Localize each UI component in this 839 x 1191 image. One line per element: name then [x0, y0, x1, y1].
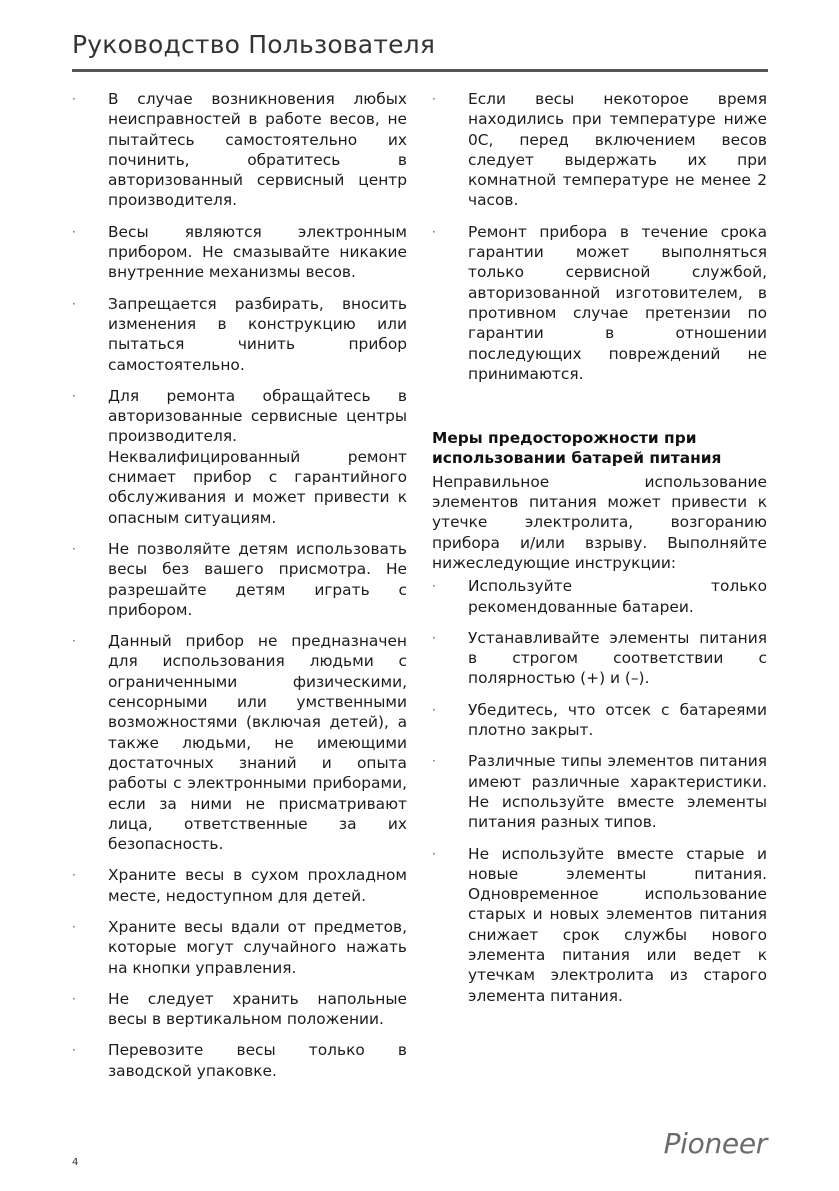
list-item-text: Если весы некоторое время находились при температуре ниже 0С, перед включением весов следует выдержать их при комнатной температуре не менее 2 часов.: [468, 90, 767, 210]
safety-list-right: [432, 89, 767, 384]
list-item: [72, 222, 407, 283]
bullet-icon: ·: [72, 388, 76, 403]
list-item: [72, 386, 407, 528]
bullet-icon: ·: [72, 991, 76, 1006]
list-item-text: Не используйте вместе старые и новые элементы питания. Одновременное использование старых и новых элементов питания снижает срок службы нового элемента питания или ведет к утечкам электролита из старого элемента питания.: [468, 844, 767, 1005]
brand-logo: Pioneer: [663, 1127, 767, 1160]
bullet-icon: ·: [72, 92, 76, 106]
battery-section-intro: Неправильное использование элементов питания может привести к утечке электролита, возгоранию прибора и/или взрыву. Выполняйте нижеследующие инструкции:: [432, 472, 767, 572]
list-item: [72, 89, 407, 211]
safety-list-left: [72, 89, 407, 1081]
list-item: [72, 539, 407, 620]
left-column: [72, 89, 407, 1092]
list-item-text: Храните весы в сухом прохладном месте, недоступном для детей.: [108, 866, 407, 905]
list-item-text: Перевозите весы только в заводской упаковке.: [108, 1041, 407, 1080]
list-item-text: Данный прибор не предназначен для использования людьми с ограниченными физическими, сенсорными или умственными возможностями (включая детей), а также людьми, не имеющими достаточных знаний и опыта работы с электронными приборами, если за ними не присматривают лица, ответственные за их безопасность.: [108, 632, 407, 854]
bullet-icon: ·: [432, 846, 436, 861]
list-item: [72, 631, 407, 854]
bullet-icon: ·: [72, 634, 76, 649]
list-item-text: Храните весы вдали от предметов, которые могут случайного нажать на кнопки управления.: [108, 917, 407, 977]
bullet-icon: ·: [432, 630, 436, 645]
list-item-text: Для ремонта обращайтесь в авторизованные сервисные центры производителя. Неквалифицированный ремонт снимает прибор с гарантийного обслуживания и может привести к опасным ситуациям.: [108, 386, 407, 527]
list-item: [72, 917, 407, 978]
list-item-text: Убедитесь, что отсек с батареями плотно закрыт.: [468, 700, 767, 740]
list-item-text: Весы являются электронным прибором. Не смазывайте никакие внутренние механизмы весов.: [108, 222, 407, 282]
list-item-text: Не позволяйте детям использовать весы без вашего присмотра. Не разрешайте детям играть с прибором.: [108, 539, 407, 619]
list-item: [432, 628, 767, 689]
page-number: 4: [72, 1157, 79, 1168]
bullet-icon: ·: [72, 868, 76, 883]
list-item-text: Различные типы элементов питания имеют различные характеристики. Не используйте вместе элементы питания разных типов.: [468, 752, 767, 832]
list-item: [432, 576, 767, 617]
list-item-text: Не следует хранить напольные весы в вертикальном положении.: [108, 989, 407, 1029]
battery-section-heading-line1: Меры предосторожности при: [432, 429, 697, 448]
bullet-icon: ·: [72, 919, 76, 934]
bullet-icon: ·: [432, 579, 436, 594]
list-item: [72, 1040, 407, 1081]
list-item-text: В случае возникновения любых неисправностей в работе весов, не пытайтесь самостоятельно их починить, обратитесь в авторизованный сервисный центр производителя.: [108, 90, 407, 210]
battery-list: [432, 576, 767, 1006]
bullet-icon: ·: [432, 224, 436, 239]
list-item-text: Ремонт прибора в течение срока гарантии может выполняться только сервисной службой, авторизованной изготовителем, в противном случае претензии по гарантии в отношении последующих повреждений не принимаются.: [468, 222, 767, 383]
list-item: [432, 222, 767, 384]
right-column: [432, 89, 767, 1017]
battery-section-heading-line2: использовании батарей питания: [432, 449, 722, 468]
list-item-text: Запрещается разбирать, вносить изменения в конструкцию или пытаться чинить прибор самостоятельно.: [108, 294, 407, 374]
bullet-icon: ·: [432, 702, 436, 717]
header-divider: [72, 69, 768, 72]
bullet-icon: ·: [72, 224, 76, 239]
list-item-text: Устанавливайте элементы питания в строгом соответствии с полярностью (+) и (–).: [468, 628, 767, 688]
list-item: [72, 865, 407, 906]
bullet-icon: ·: [72, 541, 76, 556]
list-item: [432, 700, 767, 741]
list-item: [72, 989, 407, 1030]
battery-section-heading: [432, 428, 767, 469]
bullet-icon: ·: [72, 296, 76, 311]
list-item: [72, 294, 407, 375]
bullet-icon: ·: [432, 92, 436, 106]
list-item-text: Используйте только рекомендованные батареи.: [468, 577, 767, 616]
bullet-icon: ·: [432, 754, 436, 769]
bullet-icon: ·: [72, 1043, 76, 1058]
page-title: Руководство Пользователя: [72, 30, 436, 59]
list-item: [432, 751, 767, 832]
list-item: [432, 89, 767, 211]
list-item: [432, 844, 767, 1006]
